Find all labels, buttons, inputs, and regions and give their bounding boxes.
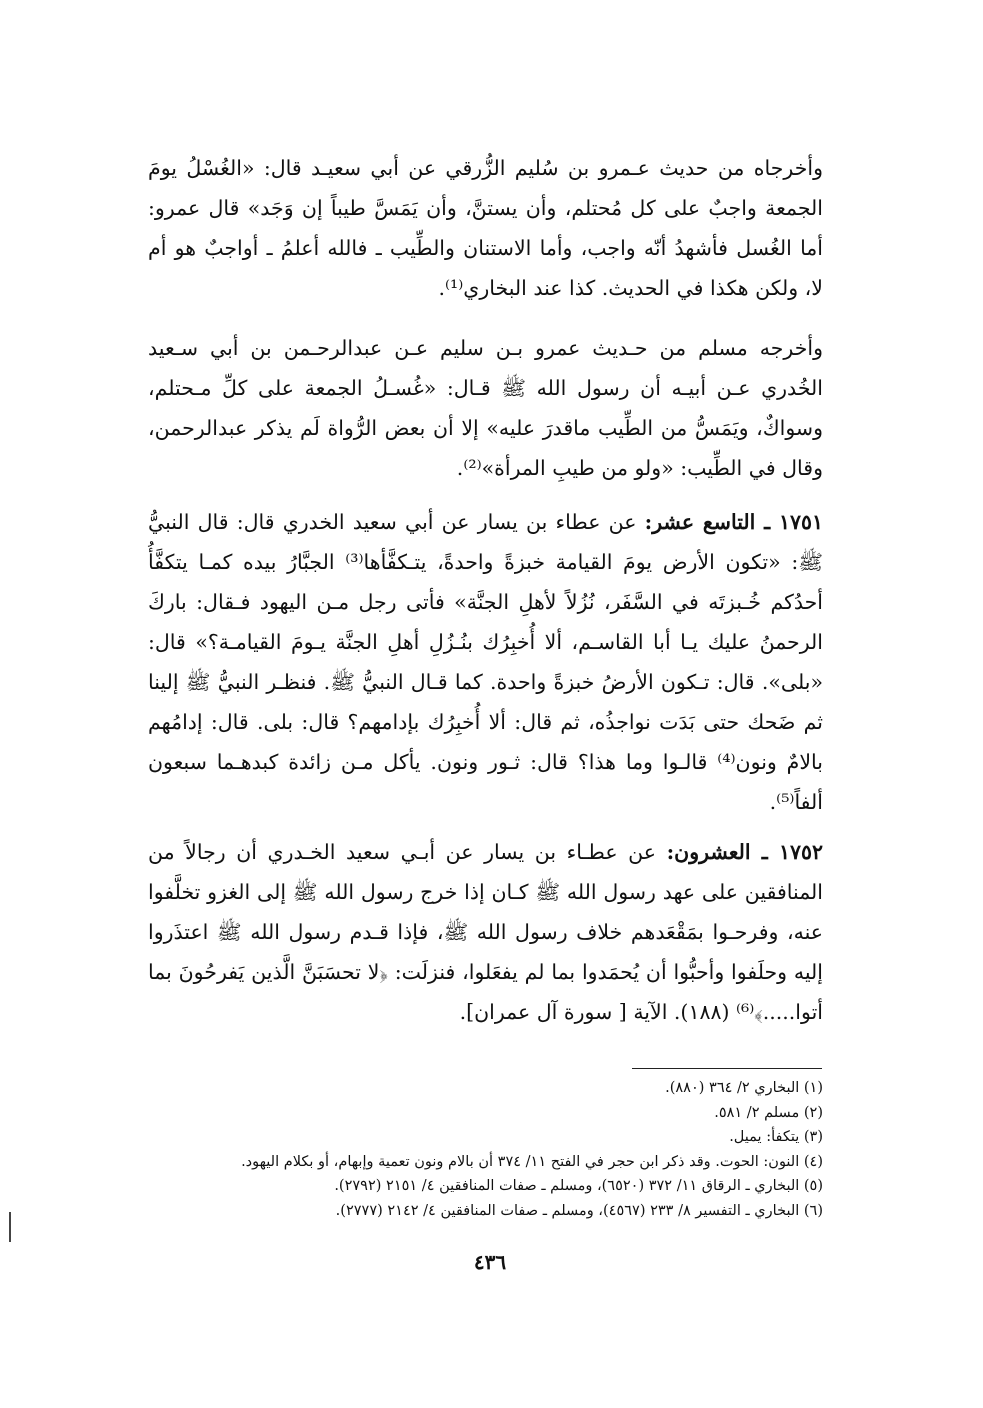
- footnote-5: (٥) البخاري ـ الرقاق ١١/ ٣٧٢ (٦٥٢٠)، ومسلم ـ صفات المنافقين ٤/ ٢١٥١ (٢٧٩٢).: [334, 1178, 823, 1194]
- footnotes: [158, 1076, 823, 1223]
- hadith-text: عن عطاء بن يسار عن أبي سعيد الخدري قال: قال النبيُّ ﷺ: «تكون الأرض يومَ القيامة خبزةً واحدةً، يتـكفَّأها⁽³⁾ الجبَّارُ بيده كمـا يتكفَّأُ أحدُكم خُـبزتَه في السَّفَر، نُزُلاً لأهلِ الجنَّة» فأتى رجل مـن اليهود فـقال: باركَ الرحمنُ عليك يـا أبا القاسـم، ألا أُخبِرُك بنُـزُلِ أهلِ الجنَّة يـومَ القيامـة؟» قال: «بلى». قال: تـكون الأرضُ خبزةً واحدة. كما قـال النبيُّ ﷺ. فنظـر النبيُّ ﷺ إلينا ثم ضَحك حتى بَدَت نواجذُه، ثم قال: ألا أُخبِرُك بإدامهم؟ قال: بلى. قال: إدامُهم بالامٌ ونون⁽⁴⁾ قالـوا وما هذا؟ قال: ثـور ونون. يأكل مـن زائدة كبدهـما سبعون ألفاً⁽⁵⁾.: [148, 510, 823, 814]
- footnote-3: (٣) يتكفأ: يميل.: [729, 1129, 823, 1145]
- footnote-4: (٤) النون: الحوت. وقد ذكر ابن حجر في الفتح ١١/ ٣٧٤ أن بالام ونون تعمية وإبهام، أو بكلام اليهود.: [241, 1153, 823, 1170]
- hadith-1752: [148, 832, 823, 1032]
- footnote-1: (١) البخاري ٢/ ٣٦٤ (٨٨٠).: [665, 1080, 823, 1096]
- hadith-text: عن عطـاء بن يسار عن أبـي سعيد الخـدري أن رجالاً من المنافقين على عهد رسول الله ﷺ كـان إذا خرج رسول الله ﷺ إلى الغزو تخلَّفوا عنه، وفرحـوا بمَقْعَدهم خلاف رسول الله ﷺ، فإذا قـدم رسول الله ﷺ اعتذَروا إليه وحلَفوا وأحبُّوا أن يُحمَدوا بما لم يفعَلوا، فنزلَت: ﴿لا تحسَبَنَّ الَّذين يَفرحُونَ بما أتوا.....﴾⁽⁶⁾ (١٨٨). الآية [ سورة آل عمران].: [148, 840, 823, 1024]
- paragraph-2: [148, 328, 823, 488]
- scan-edge-mark: [9, 1212, 11, 1242]
- paragraph-text: وأخرجاه من حديث عـمرو بن سُليم الزُّرقي عن أبي سعيـد قال: «الغُسْلُ يومَ الجمعة واجبٌ على كل مُحتلم، وأن يستنَّ، وأن يَمَسَّ طيباً إن وَجَد» قال عمرو: أما الغُسل فأشهدُ أنّه واجب، وأما الاستنان والطِّيب ـ فالله أعلمُ ـ أواجبٌ هو أم لا، ولكن هكذا في الحديث. كذا عند البخاري⁽¹⁾.: [148, 156, 823, 300]
- hadith-paragraph: [148, 502, 823, 822]
- paragraph-text: وأخرجه مسلم من حـديث عمرو بـن سليم عـن عبدالرحـمن بن أبي سـعيد الخُدري عـن أبيـه أن رسول الله ﷺ قـال: «غُسـلُ الجمعة على كلِّ مـحتلم، وسواكٌ، ويَمَسُّ من الطِّيب ماقدرَ عليه» إلا أن بعض الرُّواة لَم يذكر عبدالرحمن، وقال في الطِّيب: «ولو من طيبِ المرأة»⁽²⁾.: [148, 336, 823, 480]
- page-number: ٤٣٦: [473, 1250, 507, 1274]
- hadith-1751: [148, 502, 823, 822]
- footnote-2: (٢) مسلم ٢/ ٥٨١.: [714, 1104, 823, 1121]
- hadith-number: ١٧٥٢ ـ العشرون:: [666, 840, 823, 864]
- hadith-paragraph: [148, 832, 823, 1032]
- paragraph-1: [148, 148, 823, 308]
- hadith-number: ١٧٥١ ـ التاسع عشر:: [644, 510, 823, 534]
- footnote-6: (٦) البخاري ـ التفسير ٨/ ٢٣٣ (٤٥٦٧)، ومسلم ـ صفات المنافقين ٤/ ٢١٤٢ (٢٧٧٧).: [335, 1202, 823, 1219]
- footnote-divider: [632, 1068, 822, 1069]
